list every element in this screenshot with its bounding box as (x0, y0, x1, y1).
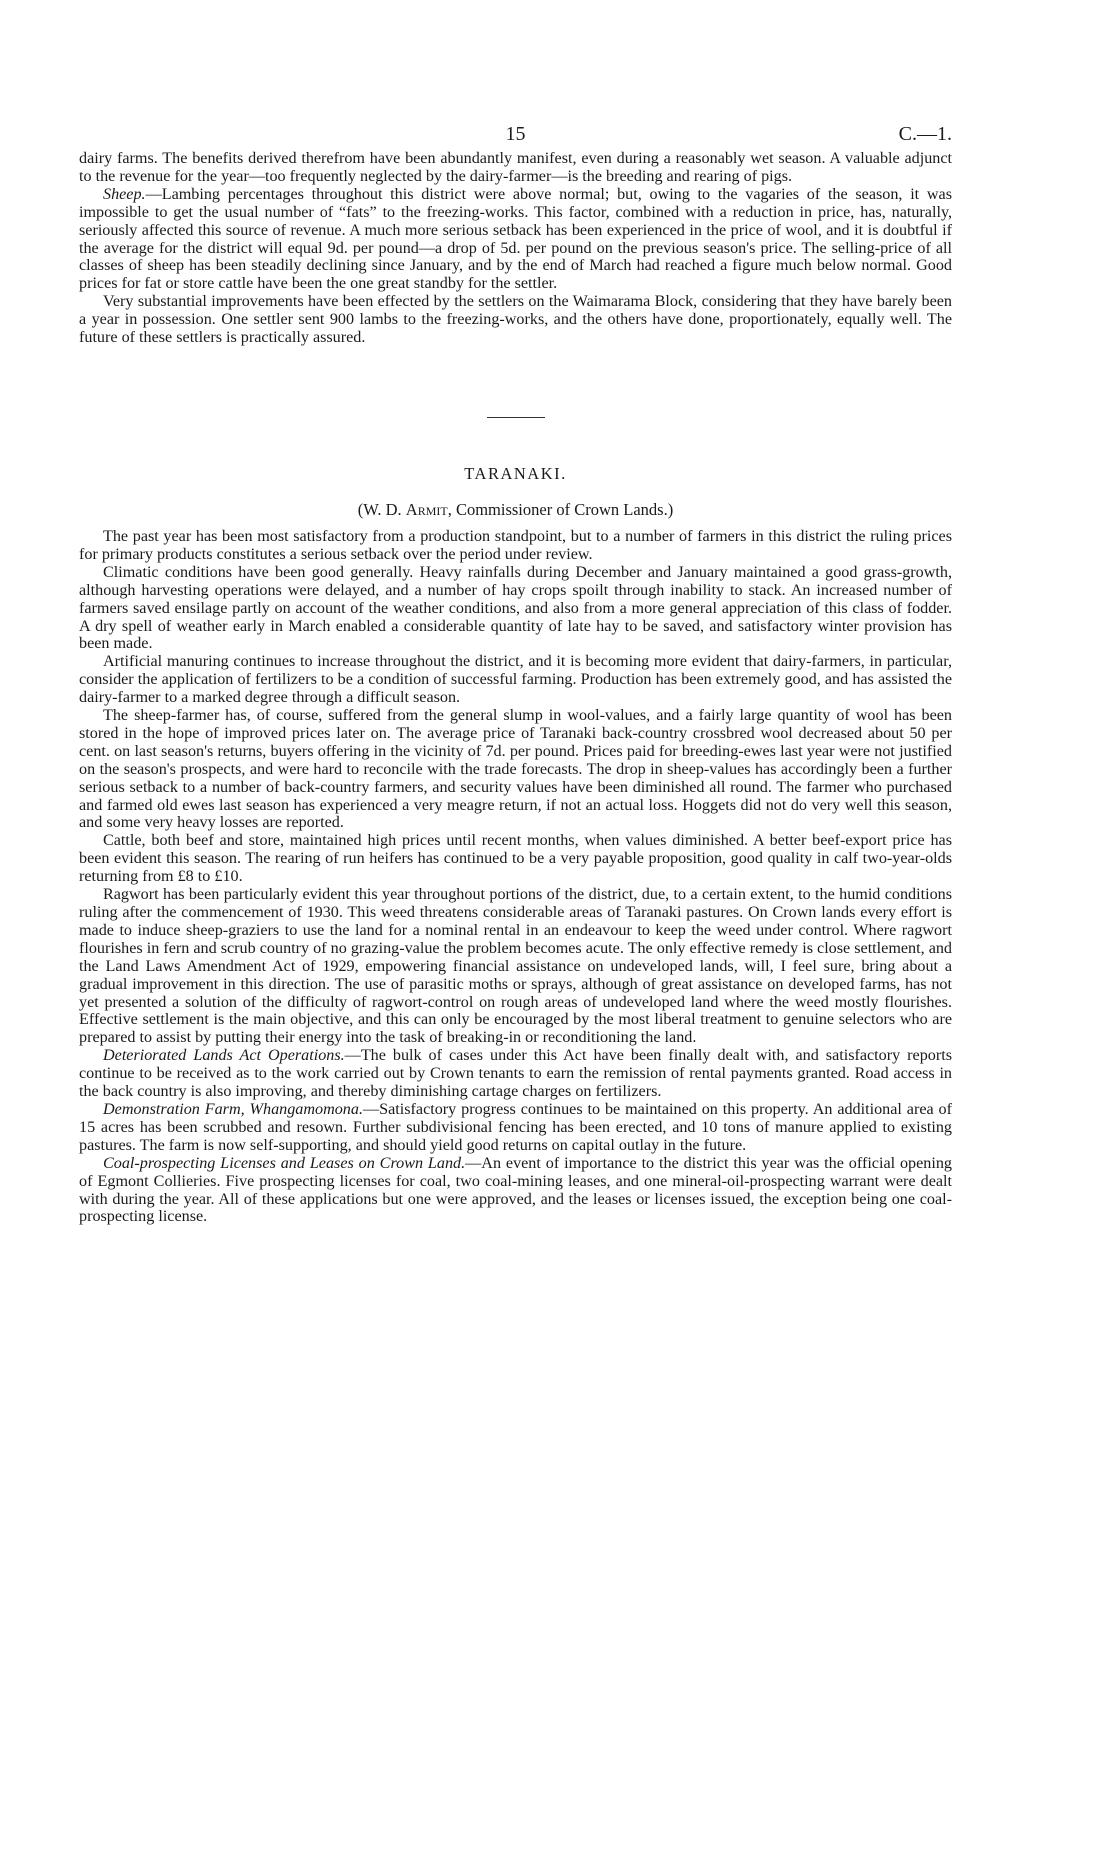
report-code: C.—1. (898, 123, 952, 145)
page-number: 15 (505, 123, 526, 145)
commissioner-byline (79, 500, 952, 520)
hawkes-bay-continuation (79, 150, 952, 347)
paragraph-coal-prospecting (79, 1155, 952, 1227)
paragraph: The past year has been most satisfactory from a production standpoint, but to a number of farmers in this district the ruling prices for primary products constitutes a serious setback over the period under review. (79, 527, 952, 563)
paragraph: Climatic conditions have been good generally. Heavy rainfalls during December and January maintained a good grass-growth, although harvesting operations were delayed, and a number of hay crops spoilt through inability to stack. An increased number of farmers saved ensilage partly on account of the weather conditions, and also from a more general appreciation of this class of fodder. A dry spell of weather early in March enabled a considerable quantity of late hay to be saved, and satisfactory winter provision has been made. (79, 563, 952, 653)
running-header (79, 110, 952, 150)
paragraph-body: —The bulk of cases under this Act have been finally dealt with, and satisfactory reports continue to be received as to the work carried out by Crown tenants to earn the remission of rental payments granted. Road access in the back country is also improving, and thereby diminishing cartage charges on fertilizers. (79, 1047, 952, 1101)
paragraph-lead: Demonstration Farm, Whangamomona. (103, 1100, 363, 1118)
paragraph-lead: Coal-prospecting Licenses and Leases on Crown Land. (103, 1154, 466, 1172)
paragraph-body: —Satisfactory progress continues to be maintained on this property. An additional area of 15 acres has been scrubbed and resown. Further subdivisional fencing has been erected, and 10 tons of manure applied to existing pastures. The farm is now self-supporting, and should yield good returns on capital outlay in the future. (79, 1100, 952, 1154)
section-heading: TARANAKI. (464, 463, 567, 483)
paragraph-demonstration-farm (79, 1101, 952, 1155)
paragraph-body: —An event of importance to the district this year was the official opening of Egmont Collieries. Five prospecting licenses for coal, two coal-mining leases, and one mineral-oil-prospecting warrant were dealt with during the year. All of these applications but one were approved, and the leases or licenses issued, the exception being one coal-prospecting license. (79, 1154, 952, 1226)
document-page (79, 110, 952, 1226)
paragraph-body: —Lambing percentages throughout this district were above normal; but, owing to the vagaries of the season, it was impossible to get the usual number of “fats” to the freezing-works. This factor, combined with a reduction in price, has, naturally, seriously affected this source of revenue. A much more serious setback has been experienced in the price of wool, and it is doubtful if the average for the district will equal 9d. per pound—a drop of 5d. per pound on the previous season's price. The selling-price of all classes of sheep has been steadily declining since January, and by the end of March had reached a figure much below normal. Good prices for fat or store cattle have been the one great standby for the settler. (79, 185, 952, 293)
commissioner-name: Armit (405, 499, 448, 519)
paragraph: Cattle, both beef and store, maintained high prices until recent months, when values diminished. A better beef-export price has been evident this season. The rearing of run heifers has continued to be a very payable proposition, good quality in calf two-year-olds returning from £8 to £10. (79, 832, 952, 886)
paragraph-lead: Deteriorated Lands Act Operations. (103, 1047, 345, 1065)
paragraph-deteriorated-lands (79, 1047, 952, 1101)
paragraph-sheep (79, 186, 952, 293)
paragraph: Very substantial improvements have been effected by the settlers on the Waimarama Block, considering that they have barely been a year in possession. One settler sent 900 lambs to the freezing-works, and the others have done, proportionately, equally well. The future of these settlers is practically assured. (79, 293, 952, 347)
paragraph: dairy farms. The benefits derived therefrom have been abundantly manifest, even during a reasonably wet season. A valuable adjunct to the revenue for the year—too frequently neglected by the dairy-farmer—is the breeding and rearing of pigs. (79, 150, 952, 185)
paragraph: Artificial manuring continues to increase throughout the district, and it is becoming more evident that dairy-farmers, in particular, consider the application of fertilizers to be a condition of successful farming. Production has been extremely good, and has assisted the dairy-farmer to a marked degree through a difficult season. (79, 653, 952, 707)
byline-open: (W. D. (357, 499, 406, 519)
taranaki-section (79, 464, 952, 1226)
paragraph: Ragwort has been particularly evident this year throughout portions of the district, due, to a certain extent, to the humid conditions ruling after the commencement of 1930. This weed threatens considerable areas of Taranaki pastures. On Crown lands every effort is made to induce sheep-graziers to use the land for a nominal rental in an endeavour to keep the weed under control. Where ragwort flourishes in fern and scrub country of no grazing-value the problem becomes acute. The only effective remedy is close settlement, and the Land Laws Amendment Act of 1929, empowering financial assistance on undeveloped lands, will, I feel sure, bring about a gradual improvement in this direction. The use of parasitic moths or sprays, although of great assistance on developed farms, has not yet presented a solution of the difficulty of ragwort-control on rough areas of undeveloped land where the weed mostly flourishes. Effective settlement is the main objective, and this can only be encouraged by the most liberal treatment to genuine selectors who are prepared to assist by putting their energy into the task of breaking-in or reconditioning the land. (79, 886, 952, 1047)
byline-close: , Commissioner of Crown Lands.) (447, 499, 674, 519)
section-divider (487, 417, 545, 418)
paragraph-lead: Sheep. (103, 185, 146, 203)
paragraph: The sheep-farmer has, of course, suffered from the general slump in wool-values, and a fairly large quantity of wool has been stored in the hope of improved prices later on. The average price of Taranaki back-country crossbred wool decreased about 50 per cent. on last season's returns, buyers offering in the vicinity of 7d. per pound. Prices paid for breeding-ewes last year were not justified on the season's prospects, and were hard to reconcile with the trade forecasts. The drop in sheep-values has accordingly been a further serious setback to a number of back-country farmers, and security values have been diminished all round. The farmer who purchased and farmed old ewes last season has experienced a very meagre return, if not an actual loss. Hoggets did not do very well this season, and some very heavy losses are reported. (79, 707, 952, 832)
